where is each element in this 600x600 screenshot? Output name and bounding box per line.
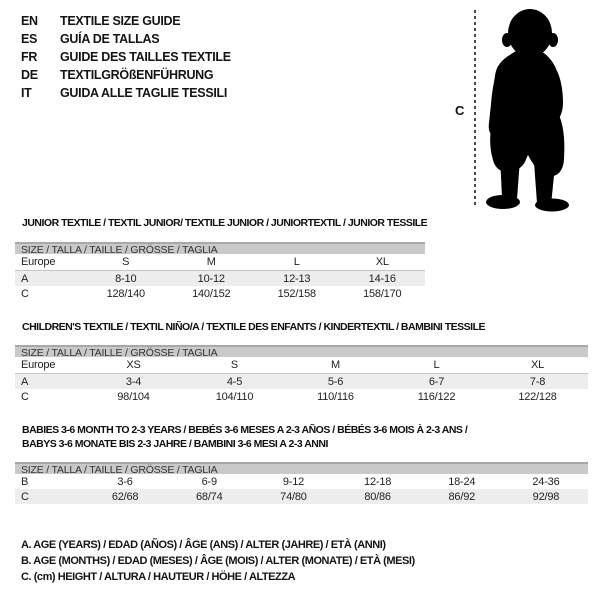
language-row: [21, 30, 231, 48]
language-code: DE: [21, 68, 38, 82]
language-title: GUÍA DE TALLAS: [60, 32, 160, 46]
size-cell: S: [230, 359, 239, 371]
table-row-height: [15, 389, 588, 404]
table-row-height: [15, 286, 425, 301]
language-row: [21, 12, 231, 30]
age-cell: 6-9: [201, 475, 217, 488]
size-cell: XL: [530, 359, 545, 371]
age-cell: 24-36: [532, 475, 560, 488]
age-cell: 10-12: [197, 272, 225, 285]
height-cell: 74/80: [280, 490, 307, 503]
height-cell: 158/170: [363, 287, 402, 300]
language-code: FR: [21, 50, 38, 64]
height-cell: 140/152: [192, 287, 231, 300]
table-row-age: [15, 374, 588, 389]
size-cell: M: [206, 256, 216, 268]
age-cell: 18-24: [448, 475, 476, 488]
language-title: GUIDA ALLE TAGLIE TESSILI: [60, 86, 228, 100]
row-label: C: [21, 390, 29, 403]
age-cell: 12-18: [364, 475, 392, 488]
height-measure-label: C: [455, 103, 465, 118]
size-cell: L: [433, 359, 440, 371]
height-cell: 104/110: [215, 390, 254, 403]
age-cell: 5-6: [327, 375, 344, 388]
table-row-europe: [15, 254, 425, 271]
height-cell: 98/104: [117, 390, 150, 403]
height-cell: 62/68: [111, 490, 139, 503]
size-cell: XL: [375, 256, 389, 268]
row-label: Europe: [21, 359, 56, 371]
footnote-a: A. AGE (YEARS) / EDAD (AÑOS) / ÂGE (ANS) / ALTER (JAHRE) / ETÀ (ANNI): [21, 539, 386, 551]
height-cell: 122/128: [518, 390, 557, 403]
height-cell: 80/86: [364, 490, 391, 503]
height-cell: 128/140: [106, 287, 145, 300]
age-cell: 7-8: [529, 375, 546, 388]
age-cell: 4-5: [226, 375, 243, 388]
row-label: A: [21, 375, 29, 388]
age-cell: 9-12: [282, 475, 305, 488]
children-table-title: CHILDREN'S TEXTILE / TEXTIL NIÑO/A / TEXTILE DES ENFANTS / KINDERTEXTIL / BAMBINI TESSILE: [22, 321, 486, 333]
height-measure-line: [474, 10, 476, 206]
junior-size-table: [15, 242, 425, 301]
height-cell: 116/122: [417, 390, 456, 403]
table-row-height: [15, 489, 588, 504]
baby-silhouette-icon: [482, 6, 574, 212]
age-cell: 3-4: [125, 375, 142, 388]
height-cell: 86/92: [448, 490, 476, 503]
language-row: [21, 48, 231, 66]
language-title: GUIDE DES TAILLES TEXTILE: [60, 50, 231, 64]
language-code: EN: [21, 14, 38, 28]
height-cell: 92/98: [532, 490, 560, 503]
age-cell: 12-13: [283, 272, 311, 285]
row-label: C: [21, 490, 29, 503]
age-cell: 6-7: [428, 375, 445, 388]
row-label: Europe: [21, 256, 56, 268]
language-title: TEXTILGRÖßENFÜHRUNG: [60, 68, 214, 82]
row-label: C: [21, 287, 29, 300]
height-cell: 152/158: [277, 287, 316, 300]
footnote-b: B. AGE (MONTHS) / EDAD (MESES) / ÂGE (MOIS) / ALTER (MONATE) / ETÀ (MESI): [21, 555, 415, 567]
babies-table-title: BABIES 3-6 MONTH TO 2-3 YEARS / BEBÉS 3-6 MESES A 2-3 AÑOS / BÉBÉS 3-6 MOIS À 2-3 ANS / BABYS 3-6 MONATE BIS 2-3 JAHRE / BAMBINI 3-6 MESI A 2-3 ANNI: [22, 424, 468, 450]
size-header-bar: SIZE / TALLA / TAILLE / GRÖSSE / TAGLIA: [15, 242, 425, 254]
size-header-bar: SIZE / TALLA / TAILLE / GRÖSSE / TAGLIA: [15, 462, 588, 474]
language-code: IT: [21, 86, 32, 100]
table-row-europe: [15, 357, 588, 374]
size-cell: M: [331, 359, 340, 371]
footnote-c: C. (cm) HEIGHT / ALTURA / HAUTEUR / HÖHE / ALTEZZA: [21, 571, 296, 583]
language-title: TEXTILE SIZE GUIDE: [60, 14, 181, 28]
age-cell: 8-10: [115, 272, 137, 285]
language-title-list: [21, 12, 231, 102]
children-size-table: [15, 345, 588, 404]
size-cell: L: [293, 256, 300, 268]
size-cell: XS: [126, 359, 141, 371]
height-cell: 68/74: [195, 490, 223, 503]
table-row-age: [15, 271, 425, 286]
row-label: A: [21, 272, 29, 285]
language-row: [21, 66, 231, 84]
babies-size-table: [15, 462, 588, 504]
height-cell: 110/116: [317, 390, 354, 403]
language-code: ES: [21, 32, 38, 46]
footnotes: [21, 537, 415, 585]
age-cell: 14-16: [368, 272, 396, 285]
junior-table-title: JUNIOR TEXTILE / TEXTIL JUNIOR/ TEXTILE JUNIOR / JUNIORTEXTIL / JUNIOR TESSILE: [22, 217, 428, 229]
age-cell: 3-6: [117, 475, 133, 488]
size-header-bar: SIZE / TALLA / TAILLE / GRÖSSE / TAGLIA: [15, 345, 588, 357]
table-row-age-months: [15, 474, 588, 489]
language-row: [21, 84, 231, 102]
row-label: B: [21, 475, 29, 488]
size-cell: S: [122, 256, 130, 268]
